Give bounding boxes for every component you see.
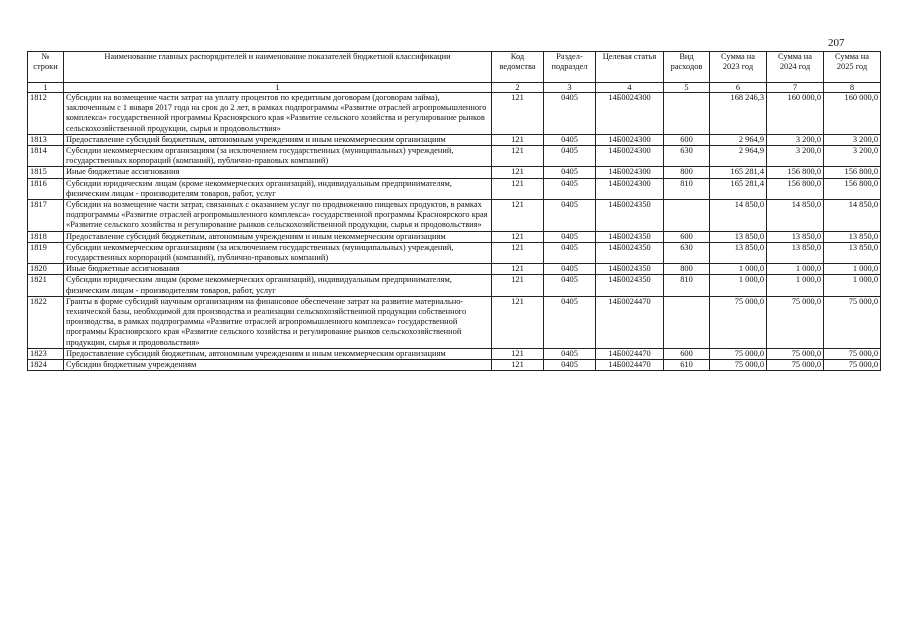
row-sum-2023: 14 850,0 — [710, 200, 767, 232]
table-row — [28, 242, 881, 263]
row-exp-type: 800 — [664, 167, 710, 178]
row-name: Субсидии некоммерческим организациям (за исключением государственных (муниципальных) учреждений, государственных корпораций (компаний), публично-правовых компаний) — [64, 242, 492, 263]
table-row — [28, 275, 881, 296]
row-sum-2023: 165 281,4 — [710, 178, 767, 199]
column-number: 2 — [492, 83, 544, 93]
row-sum-2025: 1 000,0 — [824, 264, 881, 275]
row-dept-code: 121 — [492, 264, 544, 275]
table-row — [28, 360, 881, 371]
row-sum-2025: 156 800,0 — [824, 178, 881, 199]
row-exp-type: 600 — [664, 231, 710, 242]
table-row — [28, 296, 881, 348]
row-exp-type: 610 — [664, 360, 710, 371]
row-sum-2024: 13 850,0 — [767, 231, 824, 242]
row-section: 0405 — [544, 275, 596, 296]
row-sum-2023: 165 281,4 — [710, 167, 767, 178]
row-dept-code: 121 — [492, 275, 544, 296]
row-target: 14Б0024470 — [596, 348, 664, 359]
row-section: 0405 — [544, 200, 596, 232]
table-row — [28, 93, 881, 135]
header-section: Раздел-подраздел — [544, 52, 596, 83]
row-sum-2025: 13 850,0 — [824, 231, 881, 242]
table-row — [28, 348, 881, 359]
row-sum-2024: 1 000,0 — [767, 275, 824, 296]
column-number: 6 — [710, 83, 767, 93]
row-name: Иные бюджетные ассигнования — [64, 167, 492, 178]
row-number: 1812 — [28, 93, 64, 135]
table-row — [28, 264, 881, 275]
row-name: Предоставление субсидий бюджетным, автономным учреждениям и иным некоммерческим организациям — [64, 348, 492, 359]
row-sum-2023: 2 964,9 — [710, 134, 767, 145]
row-sum-2024: 13 850,0 — [767, 242, 824, 263]
row-name: Субсидии юридическим лицам (кроме некоммерческих организаций), индивидуальным предпринимателям, физическим лицам - производителям товаров, работ, услуг — [64, 275, 492, 296]
row-sum-2023: 75 000,0 — [710, 360, 767, 371]
table-row — [28, 146, 881, 167]
row-target: 14Б0024470 — [596, 296, 664, 348]
row-sum-2024: 3 200,0 — [767, 134, 824, 145]
row-section: 0405 — [544, 264, 596, 275]
page-number: 207 — [828, 37, 845, 49]
row-number: 1818 — [28, 231, 64, 242]
column-number: 1 — [64, 83, 492, 93]
row-name: Субсидии юридическим лицам (кроме некоммерческих организаций), индивидуальным предпринимателям, физическим лицам - производителям товаров, работ, услуг — [64, 178, 492, 199]
table-row — [28, 231, 881, 242]
header-dept-code: Код ведомства — [492, 52, 544, 83]
row-target: 14Б0024300 — [596, 146, 664, 167]
budget-table — [27, 51, 881, 371]
header-exp-type: Вид расходов — [664, 52, 710, 83]
row-dept-code: 121 — [492, 178, 544, 199]
row-target: 14Б0024350 — [596, 200, 664, 232]
row-number: 1817 — [28, 200, 64, 232]
row-section: 0405 — [544, 178, 596, 199]
column-number: 1 — [28, 83, 64, 93]
row-sum-2023: 1 000,0 — [710, 264, 767, 275]
column-number: 8 — [824, 83, 881, 93]
row-name: Гранты в форме субсидий научным организациям на финансовое обеспечение затрат на развитие материально-технической базы, необходимой для производства и реализации сельскохозяйственной продукции собственного производства, в рамках подпрограммы «Развитие отраслей агропромышленного комплекса» государственной программы Красноярского края «Развитие сельского хозяйства и регулирование рынков сельскохозяйственной продукции, сырья и продовольствия» — [64, 296, 492, 348]
row-sum-2024: 75 000,0 — [767, 296, 824, 348]
row-sum-2025: 14 850,0 — [824, 200, 881, 232]
header-row — [28, 52, 881, 83]
row-number: 1824 — [28, 360, 64, 371]
header-name: Наименование главных распорядителей и наименование показателей бюджетной классификации — [64, 52, 492, 83]
row-target: 14Б0024350 — [596, 264, 664, 275]
row-exp-type: 600 — [664, 348, 710, 359]
row-target: 14Б0024300 — [596, 93, 664, 135]
row-sum-2023: 168 246,3 — [710, 93, 767, 135]
row-sum-2023: 1 000,0 — [710, 275, 767, 296]
row-number: 1823 — [28, 348, 64, 359]
row-dept-code: 121 — [492, 200, 544, 232]
row-target: 14Б0024350 — [596, 275, 664, 296]
row-section: 0405 — [544, 93, 596, 135]
row-dept-code: 121 — [492, 296, 544, 348]
row-section: 0405 — [544, 296, 596, 348]
row-exp-type: 600 — [664, 134, 710, 145]
row-sum-2025: 3 200,0 — [824, 146, 881, 167]
row-exp-type: 810 — [664, 275, 710, 296]
header-target: Целевая статья — [596, 52, 664, 83]
row-dept-code: 121 — [492, 348, 544, 359]
header-sum-2023: Сумма на 2023 год — [710, 52, 767, 83]
row-section: 0405 — [544, 348, 596, 359]
row-sum-2025: 75 000,0 — [824, 296, 881, 348]
column-number: 7 — [767, 83, 824, 93]
row-sum-2023: 2 964,9 — [710, 146, 767, 167]
header-sum-2025: Сумма на 2025 год — [824, 52, 881, 83]
row-sum-2023: 75 000,0 — [710, 348, 767, 359]
row-sum-2024: 156 800,0 — [767, 167, 824, 178]
table-row — [28, 178, 881, 199]
row-number: 1814 — [28, 146, 64, 167]
row-name: Субсидии бюджетным учреждениям — [64, 360, 492, 371]
header-row-no: № строки — [28, 52, 64, 83]
row-sum-2025: 160 000,0 — [824, 93, 881, 135]
row-number: 1815 — [28, 167, 64, 178]
row-sum-2025: 13 850,0 — [824, 242, 881, 263]
row-sum-2024: 75 000,0 — [767, 360, 824, 371]
row-number: 1816 — [28, 178, 64, 199]
row-name: Предоставление субсидий бюджетным, автономным учреждениям и иным некоммерческим организациям — [64, 231, 492, 242]
row-exp-type — [664, 296, 710, 348]
row-sum-2023: 13 850,0 — [710, 242, 767, 263]
row-dept-code: 121 — [492, 146, 544, 167]
row-name: Иные бюджетные ассигнования — [64, 264, 492, 275]
table-row — [28, 134, 881, 145]
row-exp-type: 810 — [664, 178, 710, 199]
row-name: Субсидии на возмещение части затрат на уплату процентов по кредитным договорам (договорам займа), заключенным с 1 января 2017 года на срок до 2 лет, в рамках подпрограммы «Развитие отраслей агропромышленного комплекса» государственной программы Красноярского края «Развитие сельского хозяйства и регулирование рынков сельскохозяйственной продукции, сырья и продовольствия» — [64, 93, 492, 135]
row-dept-code: 121 — [492, 167, 544, 178]
column-number: 5 — [664, 83, 710, 93]
row-number: 1821 — [28, 275, 64, 296]
row-exp-type — [664, 200, 710, 232]
row-section: 0405 — [544, 242, 596, 263]
row-section: 0405 — [544, 231, 596, 242]
row-dept-code: 121 — [492, 242, 544, 263]
row-exp-type: 630 — [664, 146, 710, 167]
row-exp-type: 800 — [664, 264, 710, 275]
row-exp-type — [664, 93, 710, 135]
row-number: 1822 — [28, 296, 64, 348]
row-sum-2025: 75 000,0 — [824, 348, 881, 359]
row-dept-code: 121 — [492, 231, 544, 242]
row-sum-2025: 1 000,0 — [824, 275, 881, 296]
row-target: 14Б0024470 — [596, 360, 664, 371]
row-number: 1820 — [28, 264, 64, 275]
column-number-row — [28, 83, 881, 93]
row-target: 14Б0024300 — [596, 167, 664, 178]
row-section: 0405 — [544, 134, 596, 145]
row-sum-2025: 3 200,0 — [824, 134, 881, 145]
row-target: 14Б0024300 — [596, 134, 664, 145]
column-number: 4 — [596, 83, 664, 93]
row-sum-2023: 13 850,0 — [710, 231, 767, 242]
row-sum-2023: 75 000,0 — [710, 296, 767, 348]
row-dept-code: 121 — [492, 93, 544, 135]
row-number: 1819 — [28, 242, 64, 263]
row-section: 0405 — [544, 167, 596, 178]
header-sum-2024: Сумма на 2024 год — [767, 52, 824, 83]
row-sum-2024: 3 200,0 — [767, 146, 824, 167]
row-target: 14Б0024350 — [596, 231, 664, 242]
row-sum-2024: 75 000,0 — [767, 348, 824, 359]
row-sum-2024: 156 800,0 — [767, 178, 824, 199]
row-name: Субсидии на возмещение части затрат, связанных с оказанием услуг по продвижению пищевых продуктов, в рамках подпрограммы «Развитие отраслей агропромышленного комплекса» государственной программы Красноярского края «Развитие сельского хозяйства и регулирование рынков сельскохозяйственной продукции, сырья и продовольствия» — [64, 200, 492, 232]
row-target: 14Б0024300 — [596, 178, 664, 199]
row-sum-2025: 75 000,0 — [824, 360, 881, 371]
row-name: Субсидии некоммерческим организациям (за исключением государственных (муниципальных) учреждений, государственных корпораций (компаний), публично-правовых компаний) — [64, 146, 492, 167]
row-name: Предоставление субсидий бюджетным, автономным учреждениям и иным некоммерческим организациям — [64, 134, 492, 145]
row-number: 1813 — [28, 134, 64, 145]
row-section: 0405 — [544, 360, 596, 371]
row-dept-code: 121 — [492, 360, 544, 371]
row-dept-code: 121 — [492, 134, 544, 145]
row-section: 0405 — [544, 146, 596, 167]
row-sum-2024: 14 850,0 — [767, 200, 824, 232]
column-number: 3 — [544, 83, 596, 93]
table-row — [28, 167, 881, 178]
row-exp-type: 630 — [664, 242, 710, 263]
row-sum-2024: 1 000,0 — [767, 264, 824, 275]
row-sum-2025: 156 800,0 — [824, 167, 881, 178]
row-target: 14Б0024350 — [596, 242, 664, 263]
row-sum-2024: 160 000,0 — [767, 93, 824, 135]
table-row — [28, 200, 881, 232]
